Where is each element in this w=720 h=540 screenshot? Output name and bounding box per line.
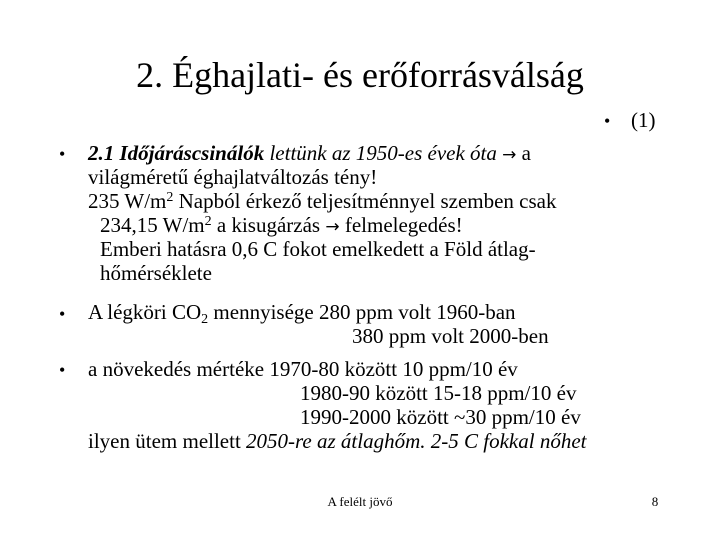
bullet-1-line-3-sup: 2 [166,190,174,205]
bullet-1-line-3 [88,189,556,213]
bullet-1-line-4-sup: 2 [204,214,212,229]
bullet-3-line-3: 1990-2000 között ~30 ppm/10 év [300,405,581,429]
bullet-2-line-1-a: A légköri CO [88,300,202,324]
bullet-3-line-1: a növekedés mértéke 1970-80 között 10 ppm/10 év [88,357,518,381]
bullet-1-lead-italic: lettünk az 1950-es évek óta [269,141,497,165]
bullet-1-line-1 [88,141,531,167]
bullet-1-line-4 [100,213,463,239]
bullet-1-line-2: világméretű éghajlatváltozás tény! [88,165,378,189]
bullet-2-line-1-sub: 2 [201,312,209,327]
bullet-3-line-4-a: ilyen ütem mellett [88,429,241,453]
bullet-2-marker: • [59,304,66,324]
footer-title: A felélt jövő [327,494,393,509]
bullet-1-line-3-a: 235 W/m [88,189,167,213]
part-marker-bullet: • [604,111,611,131]
bullet-3-line-4 [88,429,586,453]
bullet-1-lead-tail: a [521,141,531,165]
bullet-1-line-3-b: Napból érkező teljesítménnyel szemben csak [178,189,557,213]
bullet-3-line-2: 1980-90 között 15-18 ppm/10 év [300,381,577,405]
bullet-1-marker: • [59,144,66,164]
bullet-3-marker: • [59,360,66,380]
arrow-icon: → [502,145,517,165]
bullet-2-line-1 [88,300,516,327]
slide-title: 2. Éghajlati- és erőforrásválság [136,55,584,95]
bullet-1-line-4-b: a kisugárzás [216,213,321,237]
bullet-1-line-4-c: felmelegedés! [344,213,463,237]
page-number: 8 [651,494,659,509]
arrow-icon: → [325,217,340,237]
bullet-1-line-5: Emberi hatásra 0,6 C fokot emelkedett a Föld átlag- [100,237,536,261]
bullet-1-heading: 2.1 Időjáráscsinálók [88,141,265,165]
bullet-2-line-2: 380 ppm volt 2000-ben [352,324,549,348]
bullet-2-line-1-b: mennyisége 280 ppm volt 1960-ban [213,300,516,324]
bullet-1-line-6: hőmérséklete [100,261,212,285]
bullet-1-line-4-a: 234,15 W/m [100,213,205,237]
bullet-3-line-4-italic: 2050-re az átlaghőm. 2-5 C fokkal nőhet [246,429,587,453]
part-marker: (1) [631,108,656,132]
